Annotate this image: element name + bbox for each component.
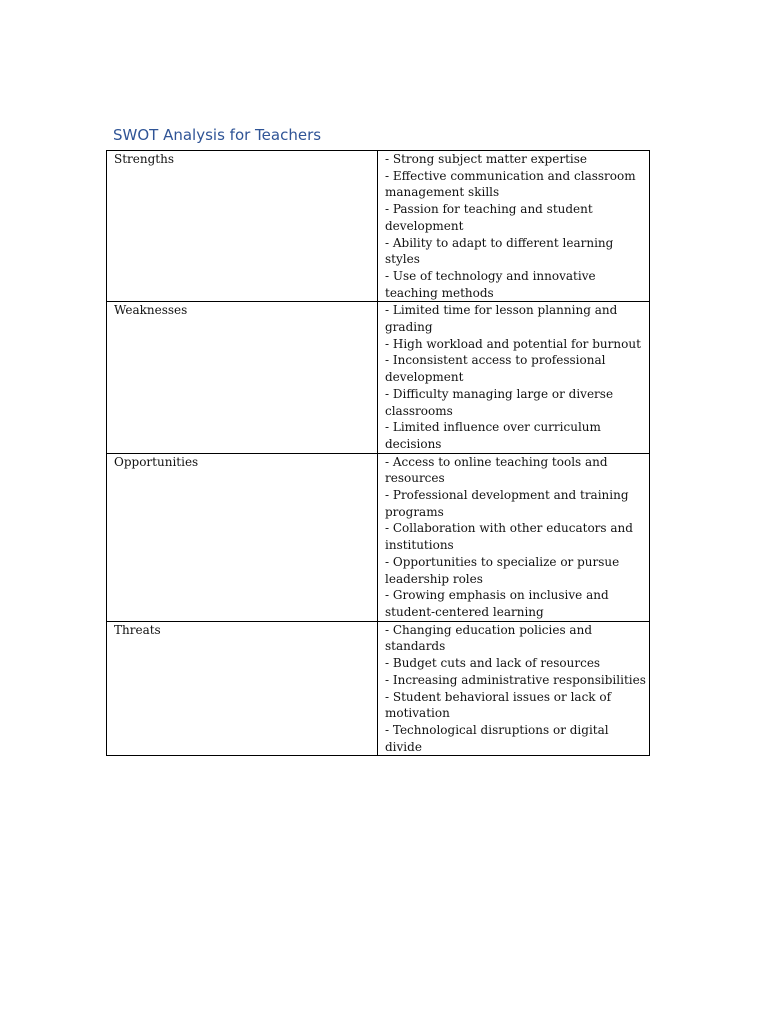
swot-items-threats xyxy=(378,621,650,756)
swot-category-threats: Threats xyxy=(107,621,378,756)
swot-row-threats xyxy=(107,621,650,756)
swot-items-strengths xyxy=(378,151,650,302)
swot-item: - Strong subject matter expertise xyxy=(385,152,587,166)
swot-category-opportunities: Opportunities xyxy=(107,453,378,621)
swot-category-weaknesses: Weaknesses xyxy=(107,302,378,453)
swot-item: - Limited influence over curriculum decisions xyxy=(385,420,601,451)
swot-item: - Student behavioral issues or lack of motivation xyxy=(385,689,612,721)
swot-item: - Technological disruptions or digital divide xyxy=(385,722,609,754)
swot-item: - Passion for teaching and student development xyxy=(385,202,593,233)
swot-item: - Increasing administrative responsibilities xyxy=(385,672,646,687)
swot-item: - Access to online teaching tools and resources xyxy=(385,454,608,486)
swot-item: - Changing education policies and standards xyxy=(385,622,592,654)
swot-item: - Opportunities to specialize or pursue leadership roles xyxy=(385,554,620,586)
swot-item: - Inconsistent access to professional development xyxy=(385,353,606,385)
swot-items-weaknesses xyxy=(378,302,650,453)
document-title: SWOT Analysis for Teachers xyxy=(113,126,322,144)
swot-table xyxy=(106,150,650,756)
swot-item: - Professional development and training programs xyxy=(385,488,629,519)
swot-item: - Effective communication and classroom management skills xyxy=(385,168,636,200)
swot-items-opportunities xyxy=(378,453,650,621)
swot-row-strengths xyxy=(107,151,650,302)
swot-item: - Limited time for lesson planning and grading xyxy=(385,303,618,335)
swot-item: - Ability to adapt to different learning styles xyxy=(385,235,614,267)
swot-item: - Growing emphasis on inclusive and student-centered learning xyxy=(385,588,609,619)
swot-item: - Difficulty managing large or diverse classrooms xyxy=(385,386,614,418)
swot-row-weaknesses xyxy=(107,302,650,453)
swot-item: - High workload and potential for burnout xyxy=(385,336,641,351)
swot-category-strengths: Strengths xyxy=(107,151,378,302)
swot-item: - Budget cuts and lack of resources xyxy=(385,656,601,671)
swot-item: - Use of technology and innovative teaching methods xyxy=(385,268,596,300)
swot-row-opportunities xyxy=(107,453,650,621)
swot-item: - Collaboration with other educators and institutions xyxy=(385,521,633,553)
